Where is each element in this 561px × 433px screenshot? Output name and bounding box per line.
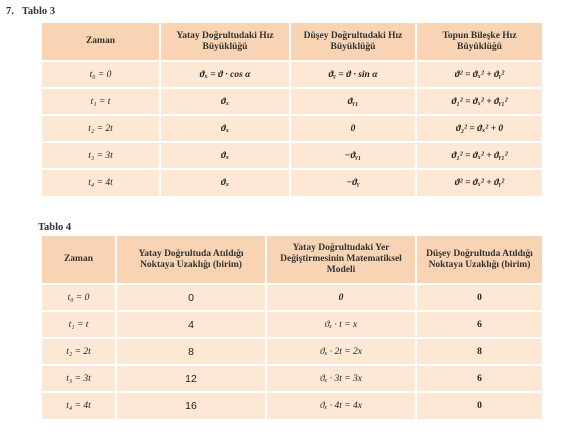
column-header: Düşey Doğrultudaki Hız Büyüklüğü — [290, 23, 416, 61]
table-row — [42, 365, 542, 392]
column-header: Yatay Doğrultudaki Yer Değiştirmesinin Matematiksel Modeli — [266, 236, 416, 284]
vertical-distance-cell: 6 — [416, 311, 542, 338]
column-header: Yatay Doğrultudaki Hız Büyüklüğü — [160, 23, 290, 61]
tablo4-title: Tablo 4 — [38, 222, 72, 233]
horizontal-velocity-cell: ϑₓ — [160, 115, 290, 142]
tablo4-table — [42, 236, 542, 419]
table-header-row — [42, 23, 542, 61]
time-cell: t₀ = 0 — [42, 284, 116, 311]
horizontal-velocity-cell: ϑₓ — [160, 142, 290, 169]
resultant-velocity-cell: ϑ² = ϑₓ² + ϑᵧ² — [416, 61, 542, 88]
tablo3-title: Tablo 3 — [21, 6, 56, 17]
column-header: Düşey Doğrultuda Atıldığı Noktaya Uzaklığı (birim) — [416, 236, 542, 284]
resultant-velocity-cell: ϑ₁² = ϑₓ² + ϑᵧ₁² — [416, 142, 542, 169]
horizontal-distance-cell: 8 — [116, 338, 266, 365]
displacement-model-cell: ϑₓ · t = x — [266, 311, 416, 338]
time-cell: t₃ = 3t — [42, 142, 160, 169]
resultant-velocity-cell: ϑ₁² = ϑₓ² + ϑᵧ₁² — [416, 88, 542, 115]
displacement-model-cell: ϑₓ · 2t = 2x — [266, 338, 416, 365]
horizontal-velocity-cell: ϑₓ — [160, 88, 290, 115]
vertical-velocity-cell: ϑᵧ = ϑ · sin α — [290, 61, 416, 88]
vertical-velocity-cell: −ϑᵧ — [290, 169, 416, 196]
displacement-model-cell: 0 — [266, 284, 416, 311]
table-row — [42, 338, 542, 365]
tablo3-table — [42, 23, 542, 196]
vertical-distance-cell: 0 — [416, 392, 542, 419]
table-row — [42, 115, 542, 142]
table-row — [42, 284, 542, 311]
column-header: Zaman — [42, 23, 160, 61]
vertical-velocity-cell: −ϑᵧ₁ — [290, 142, 416, 169]
time-cell: t₄ = 4t — [42, 392, 116, 419]
column-header: Yatay Doğrultuda Atıldığı Noktaya Uzaklığı (birim) — [116, 236, 266, 284]
time-cell: t₃ = 3t — [42, 365, 116, 392]
column-header: Zaman — [42, 236, 116, 284]
vertical-distance-cell: 8 — [416, 338, 542, 365]
tablo3-heading — [6, 6, 55, 17]
vertical-velocity-cell: 0 — [290, 115, 416, 142]
table-header-row — [42, 236, 542, 284]
horizontal-velocity-cell: ϑₓ — [160, 169, 290, 196]
horizontal-distance-cell: 4 — [116, 311, 266, 338]
resultant-velocity-cell: ϑ₂² = ϑₓ² + 0 — [416, 115, 542, 142]
table-row — [42, 61, 542, 88]
time-cell: t₁ = t — [42, 311, 116, 338]
table-row — [42, 311, 542, 338]
table-row — [42, 392, 542, 419]
time-cell: t₁ = t — [42, 88, 160, 115]
displacement-model-cell: ϑₓ · 3t = 3x — [266, 365, 416, 392]
vertical-distance-cell: 6 — [416, 365, 542, 392]
horizontal-distance-cell: 16 — [116, 392, 266, 419]
horizontal-distance-cell: 12 — [116, 365, 266, 392]
horizontal-distance-cell: 0 — [116, 284, 266, 311]
time-cell: t₂ = 2t — [42, 338, 116, 365]
vertical-distance-cell: 0 — [416, 284, 542, 311]
vertical-velocity-cell: ϑᵧ₁ — [290, 88, 416, 115]
time-cell: t₄ = 4t — [42, 169, 160, 196]
question-number: 7. — [6, 6, 14, 17]
displacement-model-cell: ϑₓ · 4t = 4x — [266, 392, 416, 419]
table-row — [42, 88, 542, 115]
horizontal-velocity-cell: ϑₓ = ϑ · cos α — [160, 61, 290, 88]
resultant-velocity-cell: ϑ² = ϑₓ² + ϑᵧ² — [416, 169, 542, 196]
time-cell: t₀ = 0 — [42, 61, 160, 88]
time-cell: t₂ = 2t — [42, 115, 160, 142]
column-header: Topun Bileşke Hız Büyüklüğü — [416, 23, 542, 61]
table-row — [42, 169, 542, 196]
table-row — [42, 142, 542, 169]
